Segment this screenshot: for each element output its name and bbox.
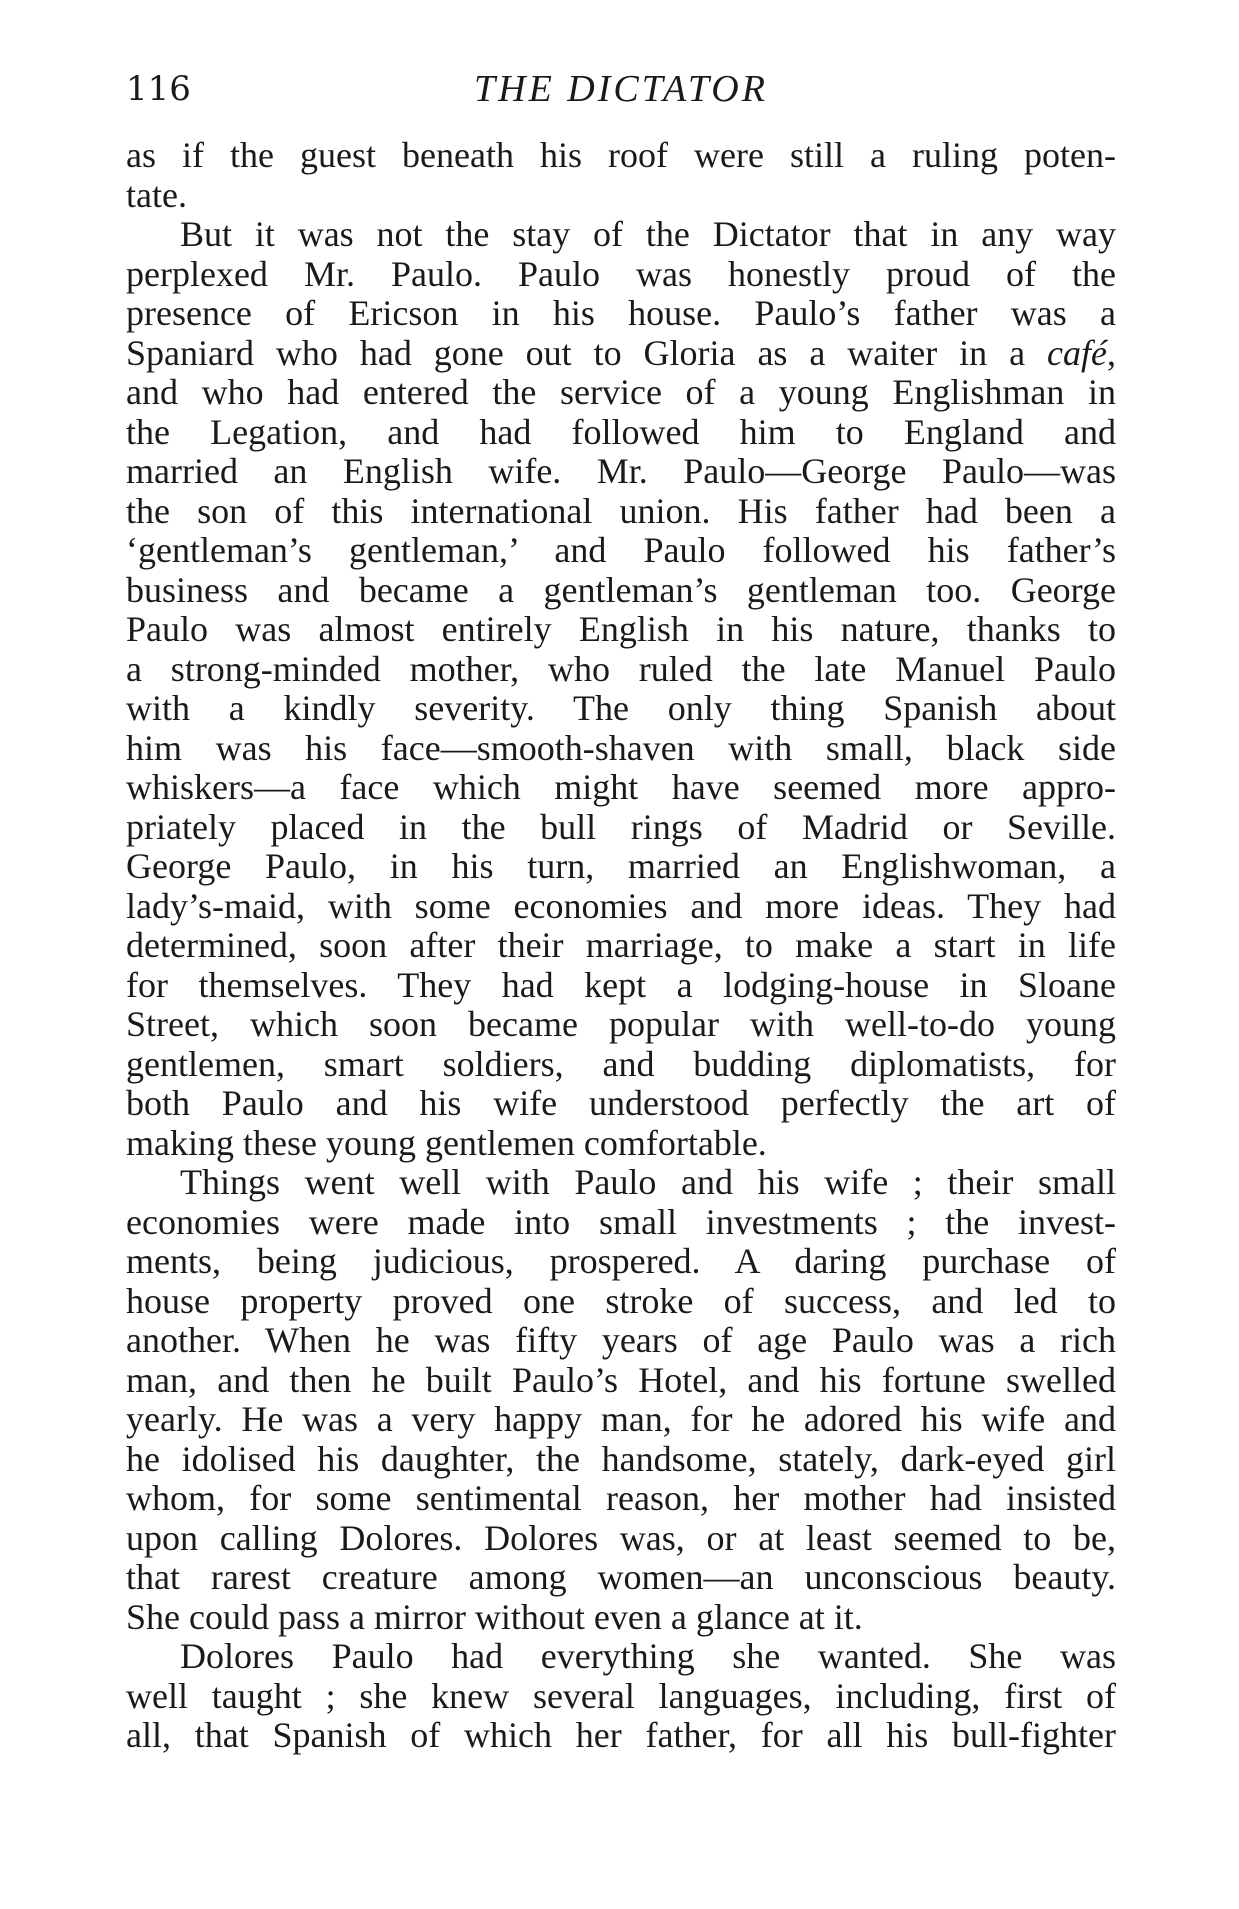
text-line: Street, which soon became popular with well-to-do young bbox=[126, 1004, 1116, 1044]
text-line: the son of this international union. His father had been a bbox=[126, 490, 1116, 531]
text-line: house property proved one stroke of success, and led to bbox=[126, 1280, 1116, 1321]
text-line: business and became a gentleman’s gentleman too. George bbox=[126, 569, 1116, 610]
text-line: for themselves. They had kept a lodging-house in Sloane bbox=[126, 964, 1116, 1005]
text-line: George Paulo, in his turn, married an Englishwoman, a bbox=[126, 846, 1116, 886]
text-line: him was his face—smooth-shaven with small, black side bbox=[126, 727, 1116, 768]
text-line: man, and then he built Paulo’s Hotel, and his fortune swelled bbox=[126, 1359, 1116, 1400]
text-line: he idolised his daughter, the handsome, stately, dark-eyed girl bbox=[126, 1438, 1116, 1479]
page-number: 116 bbox=[126, 69, 191, 109]
text-line: another. When he was fifty years of age Paulo was a rich bbox=[126, 1320, 1116, 1360]
text-line: Things went well with Paulo and his wife ; their small bbox=[180, 1162, 1116, 1202]
text-line: yearly. He was a very happy man, for he adored his wife and bbox=[126, 1399, 1116, 1439]
text-line: determined, soon after their marriage, to make a start in life bbox=[126, 925, 1116, 965]
running-head: THE DICTATOR bbox=[474, 68, 768, 110]
text-line: with a kindly severity. The only thing Spanish about bbox=[126, 688, 1116, 728]
text-line: ‘gentleman’s gentleman,’ and Paulo followed his father’s bbox=[126, 530, 1116, 570]
text-line: well taught ; she knew several languages, including, first of bbox=[126, 1675, 1116, 1716]
text-line: priately placed in the bull rings of Madrid or Seville. bbox=[126, 806, 1116, 847]
page-header bbox=[126, 64, 1116, 114]
text-line: ments, being judicious, prospered. A daring purchase of bbox=[126, 1241, 1116, 1281]
text-line: Dolores Paulo had everything she wanted. She was bbox=[180, 1636, 1116, 1676]
text-line: Paulo was almost entirely English in his nature, thanks to bbox=[126, 609, 1116, 649]
text-line: gentlemen, smart soldiers, and budding diplomatists, for bbox=[126, 1043, 1116, 1084]
text-line: as if the guest beneath his roof were still a ruling poten- bbox=[126, 135, 1116, 175]
text-line: Spaniard who had gone out to Gloria as a waiter in a café, bbox=[126, 332, 1116, 373]
text-line: making these young gentlemen comfortable. bbox=[126, 1122, 767, 1163]
text-line: both Paulo and his wife understood perfectly the art of bbox=[126, 1083, 1116, 1123]
text-line: a strong-minded mother, who ruled the late Manuel Paulo bbox=[126, 648, 1116, 689]
text-line: all, that Spanish of which her father, for all his bull-fighter bbox=[126, 1715, 1116, 1755]
text-line: upon calling Dolores. Dolores was, or at least seemed to be, bbox=[126, 1517, 1116, 1558]
text-line: tate. bbox=[126, 174, 187, 215]
text-line: presence of Ericson in his house. Paulo’s father was a bbox=[126, 293, 1116, 333]
body-text bbox=[126, 136, 1116, 1756]
text-line: She could pass a mirror without even a glance at it. bbox=[126, 1596, 863, 1637]
text-line: lady’s-maid, with some economies and more ideas. They had bbox=[126, 885, 1116, 926]
text-line: that rarest creature among women—an unconscious beauty. bbox=[126, 1557, 1116, 1597]
text-line: whiskers—a face which might have seemed more appro- bbox=[126, 767, 1116, 807]
text-line: the Legation, and had followed him to England and bbox=[126, 411, 1116, 452]
text-line: But it was not the stay of the Dictator that in any way bbox=[180, 214, 1116, 254]
text-line: whom, for some sentimental reason, her mother had insisted bbox=[126, 1478, 1116, 1518]
text-line: economies were made into small investments ; the invest- bbox=[126, 1201, 1116, 1242]
text-line: married an English wife. Mr. Paulo—George Paulo—was bbox=[126, 451, 1116, 491]
text-line: and who had entered the service of a young Englishman in bbox=[126, 372, 1116, 412]
text-line: perplexed Mr. Paulo. Paulo was honestly proud of the bbox=[126, 253, 1116, 294]
